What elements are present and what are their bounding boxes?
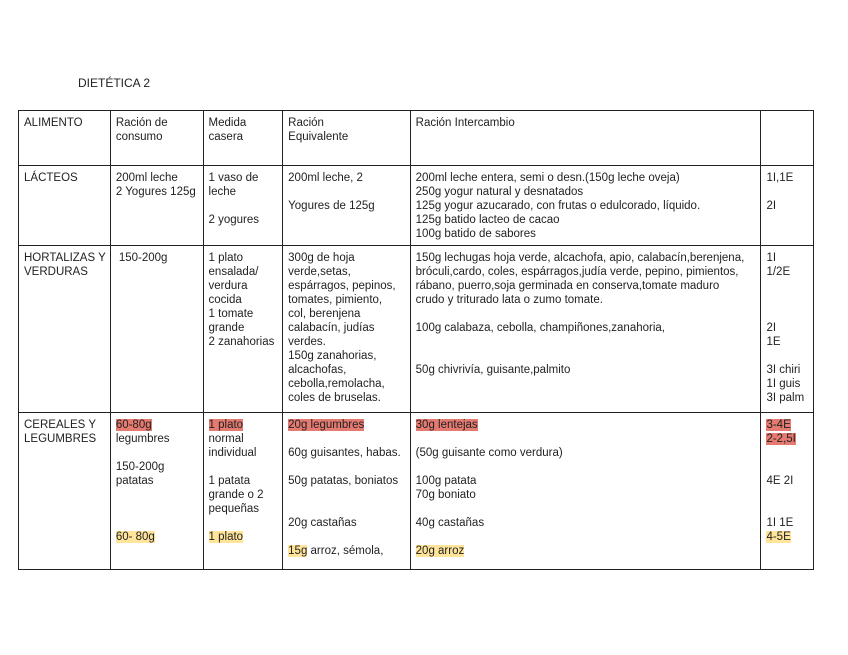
cereales-extra: 3-4E 2-2,5I 4E 2I 1I 1E 4-5E xyxy=(761,413,814,570)
header-extra xyxy=(761,111,814,166)
header-alimento: ALIMENTO xyxy=(19,111,111,166)
hortalizas-consumo: 150-200g xyxy=(110,246,203,413)
header-racion-intercambio: Ración Intercambio xyxy=(410,111,761,166)
row-hortalizas xyxy=(19,246,814,413)
header-racion-consumo: Ración de consumo xyxy=(110,111,203,166)
lacteos-alimento: LÁCTEOS xyxy=(19,166,111,246)
highlight-yellow: 60- 80g xyxy=(115,531,155,543)
diet-table xyxy=(18,110,814,570)
lacteos-consumo: 200ml leche 2 Yogures 125g xyxy=(110,166,203,246)
header-racion-equivalente: Ración Equivalente xyxy=(283,111,411,166)
highlight-red: 2-2,5I xyxy=(766,433,796,445)
highlight-red: 20g legumbres xyxy=(288,419,365,431)
highlight-red: 30g lentejas xyxy=(415,419,478,431)
highlight-yellow: 1 plato xyxy=(208,531,244,543)
cereales-alimento: CEREALES Y LEGUMBRES xyxy=(19,413,111,570)
hortalizas-medida: 1 plato ensalada/ verdura cocida 1 tomate grande 2 zanahorias xyxy=(203,246,283,413)
lacteos-medida: 1 vaso de leche 2 yogures xyxy=(203,166,283,246)
highlight-yellow: 20g arroz xyxy=(415,545,465,557)
highlight-red: 3-4E xyxy=(766,419,791,431)
hortalizas-extra: 1I 1/2E 2I 1E 3I chiri 1I guis 3I palm xyxy=(761,246,814,413)
header-medida-casera: Medida casera xyxy=(203,111,283,166)
header-row xyxy=(19,111,814,166)
highlight-yellow: 15g xyxy=(288,545,308,557)
row-cereales xyxy=(19,413,814,570)
cereales-intercambio: 30g lentejas (50g guisante como verdura) 100g patata 70g boniato 40g castañas 20g arroz xyxy=(410,413,761,570)
row-lacteos xyxy=(19,166,814,246)
cereales-consumo: 60-80g legumbres 150-200g patatas 60- 80g xyxy=(110,413,203,570)
lacteos-equivalente: 200ml leche, 2 Yogures de 125g xyxy=(283,166,411,246)
lacteos-extra: 1I,1E 2I xyxy=(761,166,814,246)
cereales-medida: 1 plato normal individual 1 patata grande o 2 pequeñas 1 plato xyxy=(203,413,283,570)
lacteos-intercambio: 200ml leche entera, semi o desn.(150g leche oveja) 250g yogur natural y desnatados 125g yogur azucarado, con frutas o edulcorado, líquido. 125g batido lacteo de cacao 100g batido de sabores xyxy=(410,166,761,246)
highlight-yellow: 4-5E xyxy=(766,531,791,543)
cereales-equivalente: 20g legumbres 60g guisantes, habas. 50g patatas, boniatos 20g castañas 15g arroz, sémola, xyxy=(283,413,411,570)
hortalizas-equivalente: 300g de hoja verde,setas, espárragos, pepinos, tomates, pimiento, col, berenjena calabacín, judías verdes. 150g zanahorias, alcachofas, cebolla,remolacha, coles de bruselas. xyxy=(283,246,411,413)
hortalizas-intercambio: 150g lechugas hoja verde, alcachofa, apio, calabacín,berenjena, bróculi,cardo, coles, espárragos,judía verde, pepino, pimientos, rábano, puerro,soja germinada en conserva,tomate maduro crudo y triturado lata o zumo tomate. 100g calabaza, cebolla, champiñones,zanahoria, 50g chivrivía, guisante,palmito xyxy=(410,246,761,413)
highlight-red: 1 plato xyxy=(208,419,244,431)
highlight-red: 60-80g xyxy=(115,419,152,431)
page-title: DIETÉTICA 2 xyxy=(78,76,151,90)
hortalizas-alimento: HORTALIZAS Y VERDURAS xyxy=(19,246,111,413)
